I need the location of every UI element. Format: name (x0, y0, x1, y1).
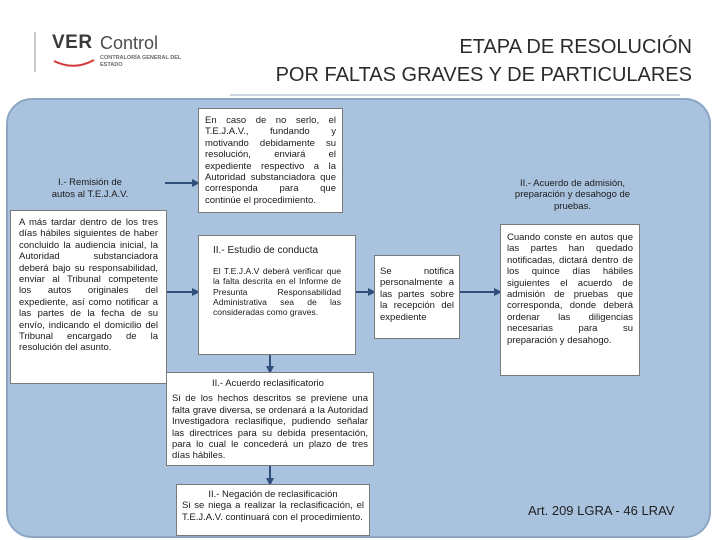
title-line-1: ETAPA DE RESOLUCIÓN (459, 36, 692, 58)
admision-text-box (500, 224, 640, 376)
negacion-text: Si se niega a realizar la reclasificación, el T.E.J.A.V. continuará con el procedimiento. (182, 500, 364, 523)
logo-brand: VER (52, 32, 93, 53)
reclasif-title: II.- Acuerdo reclasificatorio (212, 378, 324, 389)
negacion-box (176, 484, 370, 536)
title-rule (230, 94, 680, 96)
en-caso-text: En caso de no serlo, el T.E.J.A.V., fundando y motivando debidamente su resolución, enviará el expediente respectivo a la Autoridad substanciadora que corresponda para que continúe el procedimiento. (205, 115, 336, 206)
logo-product: Control (100, 33, 159, 53)
en-caso-box (198, 108, 343, 213)
estudio-box (198, 235, 356, 355)
page-title (276, 33, 692, 89)
logo-subtitle: CONTRALORÍA GENERAL DEL ESTADO (100, 55, 182, 68)
notifica-text: Se notifica personalmente a las partes sobre la recepción del expediente (380, 266, 454, 323)
estudio-text: El T.E.J.A.V deberá verificar que la falta descrita en el Informe de Presunta Responsabilidad Administrativa sea de las consideradas como graves. (213, 266, 341, 318)
remision-text: A más tardar dentro de los tres días hábiles siguientes de haber concluido la audiencia inicial, la Autoridad substanciadora deberá bajo su responsabilidad, enviar al Tribunal competente los autos originales del expediente, así como notificar a las partes de la fecha de su envío, indicando el domicilio del Tribunal encargado de la resolución del asunto. (19, 217, 158, 354)
estudio-title: II.- Estudio de conducta (213, 245, 319, 256)
negacion-title: II.- Negación de reclasificación (208, 489, 338, 500)
title-line-2: POR FALTAS GRAVES Y DE PARTICULARES (275, 64, 692, 86)
logo-divider (34, 32, 36, 72)
admision-title-box (500, 168, 645, 218)
admision-title: II.- Acuerdo de admisión, preparación y desahogo de pruebas. (514, 178, 631, 212)
logo-swoosh-icon (52, 57, 96, 71)
logo (34, 30, 194, 76)
reclasif-text: Si de los hechos descritos se previene una falta grave diversa, se ordenará a la Autoridad Investigadora reclasifique, pudiendo señalar las directrices para su debida presentación, para lo cual le concederá un plazo de tres días hábiles. (172, 393, 368, 462)
reclasif-box (166, 372, 374, 466)
admision-text: Cuando conste en autos que las partes han quedado notificadas, dictará dentro de los quince días hábiles siguientes el acuerdo de admisión de pruebas que corresponda, donde deberá ordenar las diligencias necesarias para su preparación y desahogo. (507, 232, 633, 346)
legal-reference: Art. 209 LGRA - 46 LRAV (528, 503, 675, 518)
remision-title-box (40, 168, 140, 204)
remision-title: I.- Remisión de autos al T.E.J.A.V. (51, 177, 129, 200)
notifica-box (374, 255, 460, 339)
remision-text-box (10, 210, 167, 384)
